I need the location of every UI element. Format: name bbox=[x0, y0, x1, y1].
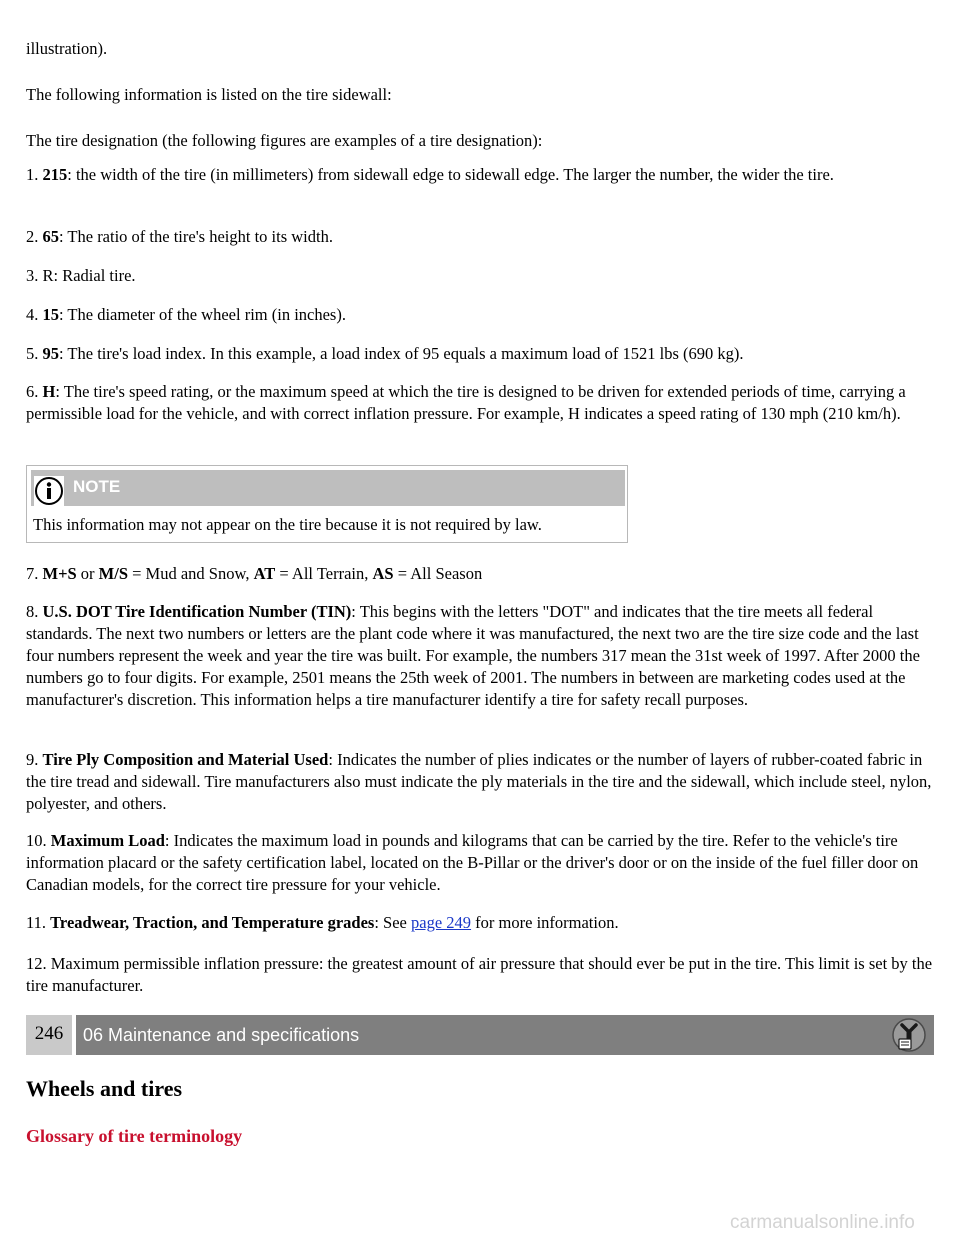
heading-wheels-and-tires: Wheels and tires bbox=[26, 1076, 183, 1101]
item-term: 215 bbox=[42, 165, 68, 184]
list-item-6 bbox=[26, 381, 938, 425]
item-text: = All Season bbox=[393, 564, 483, 583]
watermark: carmanualsonline.info bbox=[730, 1212, 915, 1233]
wrench-manual-icon bbox=[889, 1017, 929, 1053]
section-header-bar bbox=[26, 1015, 934, 1055]
item-term: 65 bbox=[42, 227, 59, 246]
item-text: : The tire's load index. In this example, a load index of 95 equals a maximum load of 1521 lbs (690 kg). bbox=[59, 344, 744, 363]
list-item-5 bbox=[26, 343, 938, 365]
item-number: 7. bbox=[26, 564, 43, 583]
paragraph-illustration: illustration). bbox=[26, 39, 108, 58]
item-term: AS bbox=[372, 564, 394, 583]
item-text: : the width of the tire (in millimeters) from sidewall edge to sidewall edge. The larger the number, the wider the tire. bbox=[67, 165, 834, 184]
item-term: U.S. DOT Tire Identification Number (TIN) bbox=[42, 602, 352, 621]
item-text: for more information. bbox=[471, 913, 619, 932]
list-item-4 bbox=[26, 304, 938, 326]
item-text: : Indicates the maximum load in pounds and kilograms that can be carried by the tire. Refer to the vehicle's tire information placard or the safety certification label, located on the B-Pillar or the driver's door or on the inside of the fuel filler door on Canadian models, for the correct tire pressure for your vehicle. bbox=[26, 831, 919, 894]
item-text: : Indicates the number of plies indicates or the number of layers of rubber-coated fabric in the tire tread and sidewall. Tire manufacturers also must indicate the ply materials in the tire and the sidewall, which include steel, nylon, polyester, and others. bbox=[26, 750, 932, 813]
item-number: 6. bbox=[26, 382, 43, 401]
item-text: : This begins with the letters "DOT" and indicates that the tire meets all federal standards. The next two numbers or letters are the plant code where it was manufactured, the next two are the tire size code and the last four numbers represent the week and year the tire was built. For example, the numbers 317 mean the 31st week of 1997. After 2000 the numbers go to four digits. For example, 2501 means the 25th week of 2001. The numbers in between are marketing codes used at the manufacturer's discretion. This information helps a tire manufacturer identify a tire for safety recall purposes. bbox=[26, 602, 920, 709]
item-number: 10. bbox=[26, 831, 51, 850]
item-term: Maximum Load bbox=[50, 831, 165, 850]
paragraph-sidewall-intro: The following information is listed on the tire sidewall: bbox=[26, 85, 392, 104]
item-number: 11. bbox=[26, 913, 51, 932]
item-term: H bbox=[42, 382, 56, 401]
note-box bbox=[26, 465, 628, 543]
item-text: or bbox=[76, 564, 99, 583]
item-term: 95 bbox=[42, 344, 59, 363]
item-term: AT bbox=[253, 564, 276, 583]
item-term: Treadwear, Traction, and Temperature grades bbox=[50, 913, 375, 932]
item-term: M+S bbox=[42, 564, 77, 583]
info-icon bbox=[34, 476, 64, 506]
list-item-10 bbox=[26, 830, 938, 896]
item-number: 2. bbox=[26, 227, 43, 246]
item-number: 9. bbox=[26, 750, 43, 769]
paragraph-designation-intro: The tire designation (the following figures are examples of a tire designation): bbox=[26, 131, 543, 150]
note-title: NOTE bbox=[73, 477, 121, 496]
section-title-bar bbox=[76, 1015, 884, 1055]
list-item-7 bbox=[26, 563, 938, 585]
item-number: 1. bbox=[26, 165, 43, 184]
item-text: : The tire's speed rating, or the maximum speed at which the tire is designed to be driven for extended periods of time, carrying a permissible load for the vehicle, and with correct inflation pressure. For example, H indicates a speed rating of 130 mph (210 km/h). bbox=[26, 382, 906, 423]
item-term: M/S bbox=[98, 564, 128, 583]
list-item-11 bbox=[26, 912, 938, 934]
section-icon-box bbox=[884, 1015, 934, 1055]
item-number: 4. bbox=[26, 305, 43, 324]
list-item-1 bbox=[26, 164, 938, 186]
page-number: 246 bbox=[26, 1015, 72, 1055]
item-text: : The ratio of the tire's height to its width. bbox=[59, 227, 333, 246]
note-text: This information may not appear on the tire because it is not required by law. bbox=[33, 515, 542, 534]
list-item-8 bbox=[26, 601, 938, 711]
item-number: 8. bbox=[26, 602, 43, 621]
list-item-12: 12. Maximum permissible inflation pressure: the greatest amount of air pressure that should ever be put in the tire. This limit is set by the tire manufacturer. bbox=[26, 954, 933, 995]
item-text: = Mud and Snow, bbox=[128, 564, 254, 583]
item-text: : See bbox=[374, 913, 412, 932]
list-item-3: 3. R: Radial tire. bbox=[26, 266, 136, 285]
item-number: 5. bbox=[26, 344, 43, 363]
item-term: Tire Ply Composition and Material Used bbox=[42, 750, 329, 769]
item-term: 15 bbox=[42, 305, 59, 324]
note-header bbox=[31, 470, 625, 506]
page-249-link[interactable]: page 249 bbox=[411, 913, 472, 932]
list-item-2 bbox=[26, 226, 938, 248]
list-item-9 bbox=[26, 749, 938, 815]
item-text: : The diameter of the wheel rim (in inches). bbox=[59, 305, 346, 324]
item-text: = All Terrain, bbox=[275, 564, 373, 583]
section-title: 06 Maintenance and specifications bbox=[83, 1025, 360, 1045]
heading-glossary: Glossary of tire terminology bbox=[26, 1126, 243, 1146]
